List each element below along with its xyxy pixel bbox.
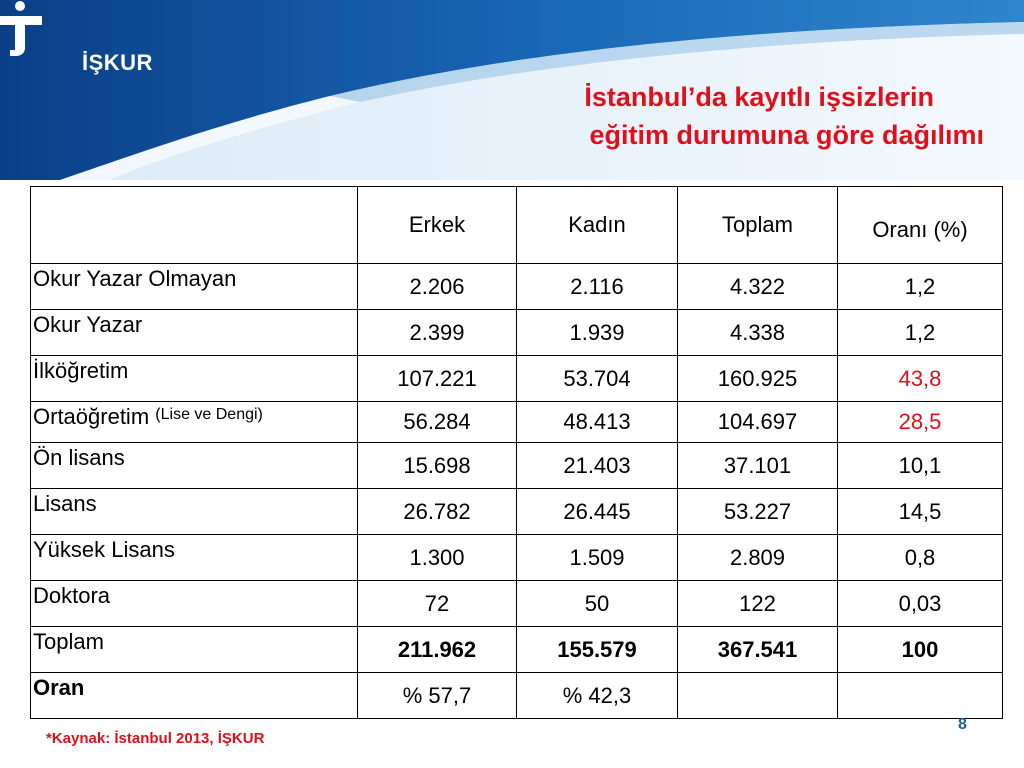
cell-toplam: 37.101 xyxy=(678,443,838,489)
cell-erkek: 2.399 xyxy=(358,310,517,356)
cell-kadin: 53.704 xyxy=(517,356,678,402)
table-row-ratio xyxy=(31,673,1003,719)
cell-erkek: 1.300 xyxy=(358,535,517,581)
cell-toplam: 4.322 xyxy=(678,264,838,310)
cell-kadin: 21.403 xyxy=(517,443,678,489)
cell-kadin: 1.939 xyxy=(517,310,678,356)
table-row xyxy=(31,264,1003,310)
cell-erkek: 26.782 xyxy=(358,489,517,535)
cell-kadin: 50 xyxy=(517,581,678,627)
cell-erkek: 107.221 xyxy=(358,356,517,402)
table-row xyxy=(31,402,1003,443)
title-line-1: İstanbul’da kayıtlı işsizlerin xyxy=(584,82,934,112)
page-number: 8 xyxy=(958,716,967,733)
table-row xyxy=(31,443,1003,489)
logo-text: İŞKUR xyxy=(82,50,153,75)
cell-toplam xyxy=(678,673,838,719)
row-label xyxy=(31,402,358,443)
cell-kadin: % 42,3 xyxy=(517,673,678,719)
cell-kadin: 155.579 xyxy=(517,627,678,673)
cell-toplam: 2.809 xyxy=(678,535,838,581)
cell-oran: 1,2 xyxy=(838,264,1003,310)
row-label: Lisans xyxy=(31,489,358,535)
header-erkek: Erkek xyxy=(358,187,517,264)
cell-kadin: 26.445 xyxy=(517,489,678,535)
education-table xyxy=(30,186,1003,719)
cell-oran: 14,5 xyxy=(838,489,1003,535)
cell-oran: 0,8 xyxy=(838,535,1003,581)
table-row xyxy=(31,535,1003,581)
row-label: Ön lisans xyxy=(31,443,358,489)
cell-toplam: 367.541 xyxy=(678,627,838,673)
cell-oran-highlight: 28,5 xyxy=(838,402,1003,443)
cell-erkek: 2.206 xyxy=(358,264,517,310)
cell-toplam: 160.925 xyxy=(678,356,838,402)
cell-kadin: 48.413 xyxy=(517,402,678,443)
cell-oran: 10,1 xyxy=(838,443,1003,489)
cell-oran xyxy=(838,673,1003,719)
cell-erkek: 72 xyxy=(358,581,517,627)
cell-oran: 1,2 xyxy=(838,310,1003,356)
cell-kadin: 2.116 xyxy=(517,264,678,310)
cell-toplam: 122 xyxy=(678,581,838,627)
row-label: Oran xyxy=(31,673,358,719)
row-label: Toplam xyxy=(31,627,358,673)
row-label: Yüksek Lisans xyxy=(31,535,358,581)
table-header-row xyxy=(31,187,1003,264)
table-row xyxy=(31,581,1003,627)
cell-erkek: % 57,7 xyxy=(358,673,517,719)
row-label-note: (Lise ve Dengi) xyxy=(155,406,263,423)
row-label: Okur Yazar xyxy=(31,310,358,356)
header-empty xyxy=(31,187,358,264)
source-note: *Kaynak: İstanbul 2013, İŞKUR xyxy=(46,730,265,747)
cell-oran: 100 xyxy=(838,627,1003,673)
row-label: Doktora xyxy=(31,581,358,627)
row-label: İlköğretim xyxy=(31,356,358,402)
header-toplam: Toplam xyxy=(678,187,838,264)
header-kadin: Kadın xyxy=(517,187,678,264)
cell-toplam: 104.697 xyxy=(678,402,838,443)
table-row-total xyxy=(31,627,1003,673)
table-row xyxy=(31,356,1003,402)
cell-oran-highlight: 43,8 xyxy=(838,356,1003,402)
header-oran: Oranı (%) xyxy=(838,187,1003,264)
cell-toplam: 4.338 xyxy=(678,310,838,356)
row-label: Okur Yazar Olmayan xyxy=(31,264,358,310)
table-row xyxy=(31,310,1003,356)
row-label-text: Ortaöğretim xyxy=(33,404,150,429)
cell-erkek: 15.698 xyxy=(358,443,517,489)
iskur-logo-icon xyxy=(0,0,42,56)
title-line-2: eğitim durumuna göre dağılımı xyxy=(589,120,984,150)
cell-toplam: 53.227 xyxy=(678,489,838,535)
cell-erkek: 56.284 xyxy=(358,402,517,443)
cell-oran: 0,03 xyxy=(838,581,1003,627)
cell-erkek: 211.962 xyxy=(358,627,517,673)
table-row xyxy=(31,489,1003,535)
cell-kadin: 1.509 xyxy=(517,535,678,581)
page-title xyxy=(344,78,984,154)
